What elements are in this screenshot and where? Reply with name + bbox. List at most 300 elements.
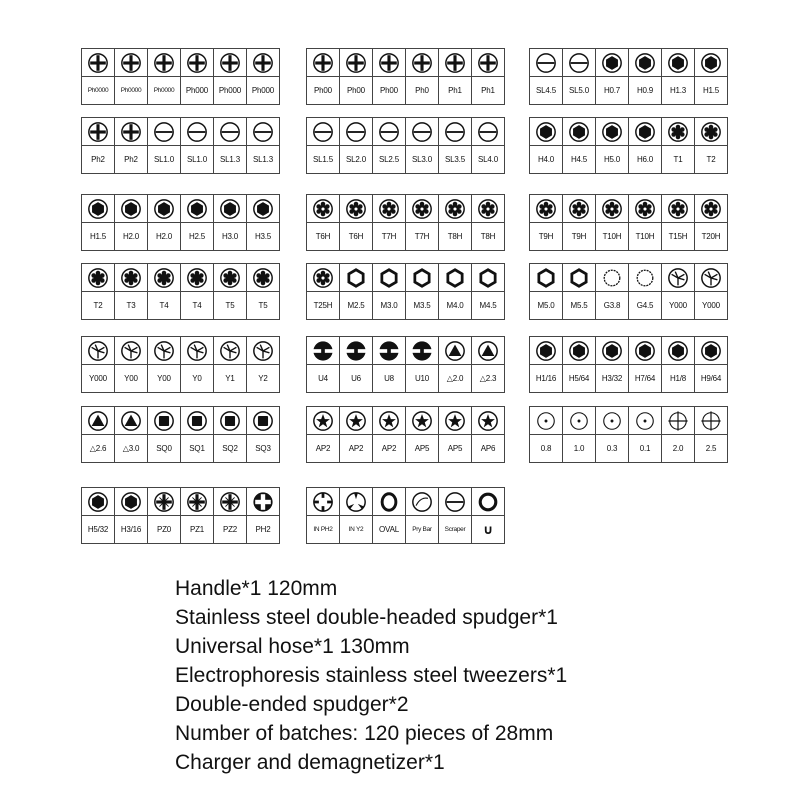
bit-cell (82, 336, 115, 393)
bit-cell (181, 487, 214, 544)
bit-label: H4.5 (570, 155, 588, 164)
torx-security-icon (340, 195, 372, 223)
slotted-icon (563, 49, 595, 77)
bit-group (306, 117, 505, 174)
bit-cell (695, 263, 728, 320)
bit-label: H3.0 (221, 232, 239, 241)
hex-icon (181, 195, 213, 223)
bit-label: T4 (159, 301, 169, 310)
bit-cell (373, 194, 406, 251)
bit-label: M3.5 (413, 301, 431, 310)
bit-group (529, 194, 728, 251)
bit-cell (530, 336, 563, 393)
bit-group (306, 487, 505, 544)
bit-label: T5 (258, 301, 268, 310)
bit-label: T6H (315, 232, 331, 241)
bit-group (529, 263, 728, 320)
slotted-icon (406, 118, 438, 146)
bit-cell (629, 406, 662, 463)
bit-cell (214, 263, 247, 320)
bit-cell (629, 263, 662, 320)
bit-cell (247, 117, 280, 174)
square-icon (247, 407, 279, 435)
torx-icon (662, 118, 694, 146)
bit-cell (373, 48, 406, 105)
bit-cell (662, 48, 695, 105)
bit-label: T10H (635, 232, 655, 241)
bit-label: T8H (447, 232, 463, 241)
phillips-icon (181, 49, 213, 77)
dot-icon (563, 407, 595, 435)
phillips-icon (472, 49, 504, 77)
bit-cell (340, 487, 373, 544)
bit-label: Ph00 (314, 86, 332, 95)
bit-cell (181, 263, 214, 320)
accessory-item: Double-ended spudger*2 (175, 693, 409, 716)
bit-label: △2.0 (446, 374, 464, 383)
slotted-icon (340, 118, 372, 146)
crosshair-icon (695, 407, 727, 435)
bit-cell (148, 263, 181, 320)
bit-label: OVAL (379, 525, 399, 534)
bit-cell (115, 194, 148, 251)
bit-label: Y0 (192, 374, 202, 383)
hex-icon (530, 337, 562, 365)
bit-cell (373, 406, 406, 463)
phillips-icon (439, 49, 471, 77)
bit-label: H5/64 (568, 374, 590, 383)
hex-icon (629, 337, 661, 365)
bit-cell (247, 487, 280, 544)
phillips-icon (247, 49, 279, 77)
bit-label: Ph000 (218, 86, 242, 95)
bit-cell (439, 117, 472, 174)
bit-group (81, 117, 280, 174)
hex-socket-icon (563, 264, 595, 292)
triangle-icon (439, 337, 471, 365)
bit-cell (406, 194, 439, 251)
star-icon (472, 407, 504, 435)
hex-icon (596, 49, 628, 77)
bit-cell (148, 48, 181, 105)
bit-cell (307, 194, 340, 251)
bit-cell (472, 336, 505, 393)
hex-icon (662, 337, 694, 365)
hex-socket-icon (472, 264, 504, 292)
bit-label: H1/8 (669, 374, 687, 383)
bit-label: SL2.5 (379, 155, 399, 164)
accessory-item: Electrophoresis stainless steel tweezers*1 (175, 664, 568, 687)
bit-label: U10 (414, 374, 430, 383)
bit-label: H4.0 (537, 155, 555, 164)
bit-cell (307, 48, 340, 105)
bit-label: H1.5 (702, 86, 720, 95)
pozidriv-icon (181, 488, 213, 516)
bit-label: AP2 (381, 444, 397, 453)
star-icon (373, 407, 405, 435)
bit-label: SQ3 (255, 444, 271, 453)
hex-icon (115, 195, 147, 223)
bit-label: T25H (313, 301, 333, 310)
bit-label: 2.5 (705, 444, 717, 453)
bit-label: SL4.5 (536, 86, 556, 95)
hex-icon (530, 118, 562, 146)
bit-label: Ph0 (415, 86, 429, 95)
bit-label: T2 (93, 301, 103, 310)
hex-icon (82, 195, 114, 223)
bit-label: H7/64 (634, 374, 656, 383)
bit-label: PZ0 (156, 525, 172, 534)
bit-label: T6H (348, 232, 364, 241)
torx-security-icon (662, 195, 694, 223)
torx-security-icon (629, 195, 661, 223)
torx-security-icon (439, 195, 471, 223)
bit-label: Ph1 (448, 86, 462, 95)
bit-label: T9H (571, 232, 587, 241)
phillips-icon (373, 49, 405, 77)
bit-cell (629, 117, 662, 174)
accessory-item: Stainless steel double-headed spudger*1 (175, 606, 558, 629)
bit-label: T9H (538, 232, 554, 241)
bit-cell (439, 194, 472, 251)
bit-label: H1.3 (669, 86, 687, 95)
bit-cell (307, 117, 340, 174)
bit-label: T7H (381, 232, 397, 241)
bit-cell (695, 194, 728, 251)
bit-cell (662, 263, 695, 320)
bit-cell (115, 487, 148, 544)
bit-label: T3 (126, 301, 136, 310)
bit-label: Pry Bar (412, 526, 432, 533)
magnet-ring-icon (472, 488, 504, 516)
hex-icon (596, 118, 628, 146)
accessory-item: Charger and demagnetizer*1 (175, 751, 445, 774)
bit-label: U8 (384, 374, 394, 383)
bit-label: H2.0 (122, 232, 140, 241)
bit-label: H9/64 (700, 374, 722, 383)
bit-cell (340, 48, 373, 105)
bit-cell (148, 406, 181, 463)
torx-security-icon (530, 195, 562, 223)
bit-cell (439, 336, 472, 393)
phillips-icon (148, 49, 180, 77)
bit-label: M3.0 (380, 301, 398, 310)
u-shape-icon (406, 337, 438, 365)
torx-icon (148, 264, 180, 292)
bit-label: H2.5 (188, 232, 206, 241)
accessory-item: Handle*1 120mm (175, 577, 338, 600)
dot-icon (596, 407, 628, 435)
hex-icon (563, 118, 595, 146)
bit-cell (563, 336, 596, 393)
bit-cell (148, 336, 181, 393)
bit-label: PZ1 (189, 525, 205, 534)
bit-label: H3/16 (120, 525, 142, 534)
dot-icon (530, 407, 562, 435)
triangle-icon (82, 407, 114, 435)
square-icon (148, 407, 180, 435)
bit-label: SL1.0 (154, 155, 174, 164)
tri-wing-icon (695, 264, 727, 292)
bit-cell (181, 194, 214, 251)
bit-label: Y00 (157, 374, 171, 383)
oval-icon (373, 488, 405, 516)
bit-label: AP5 (447, 444, 463, 453)
phillips-icon (214, 49, 246, 77)
phillips-icon (406, 49, 438, 77)
bit-label: H1.5 (89, 232, 107, 241)
bit-label: SL1.3 (253, 155, 273, 164)
bit-label: AP5 (414, 444, 430, 453)
bit-label: IN Y2 (348, 526, 364, 533)
torx-icon (695, 118, 727, 146)
bit-cell (563, 48, 596, 105)
bit-label: Y000 (669, 301, 687, 310)
torx-icon (82, 264, 114, 292)
bit-label: Ph000 (185, 86, 209, 95)
bit-label: Ph0000 (120, 87, 142, 94)
bit-label: SQ1 (189, 444, 205, 453)
bit-cell (662, 406, 695, 463)
bit-label: PH2 (255, 525, 271, 534)
bit-cell (629, 48, 662, 105)
bit-group (529, 406, 728, 463)
scraper-icon (439, 488, 471, 516)
bit-cell (406, 117, 439, 174)
bit-cell (307, 263, 340, 320)
bit-cell (596, 336, 629, 393)
bit-label: PZ2 (222, 525, 238, 534)
bit-label: G3.8 (603, 301, 621, 310)
bit-cell (563, 117, 596, 174)
torx-security-icon (307, 264, 339, 292)
tri-wing-icon (214, 337, 246, 365)
bit-group (81, 194, 280, 251)
bit-label: M4.0 (446, 301, 464, 310)
phillips-icon (307, 49, 339, 77)
bit-label: AP2 (348, 444, 364, 453)
bit-cell (115, 263, 148, 320)
phillips-icon (82, 49, 114, 77)
bit-cell (530, 194, 563, 251)
bit-label: Y000 (89, 374, 107, 383)
inner-cross-icon (307, 488, 339, 516)
bit-cell (472, 263, 505, 320)
bit-cell (406, 336, 439, 393)
bit-label: T15H (668, 232, 688, 241)
bit-cell (82, 406, 115, 463)
bit-group (306, 406, 505, 463)
bit-label: T1 (673, 155, 683, 164)
bit-label: Y2 (258, 374, 268, 383)
torx-icon (247, 264, 279, 292)
bit-label: Ph2 (124, 155, 138, 164)
slotted-icon (439, 118, 471, 146)
bit-label: Ph0000 (87, 87, 109, 94)
bit-cell (307, 406, 340, 463)
bit-label: ∪ (482, 521, 494, 537)
hex-socket-icon (530, 264, 562, 292)
hex-icon (629, 118, 661, 146)
bit-label: T10H (602, 232, 622, 241)
bit-cell (563, 194, 596, 251)
bit-cell (472, 48, 505, 105)
tri-wing-icon (662, 264, 694, 292)
accessory-item: Number of batches: 120 pieces of 28mm (175, 722, 554, 745)
bit-label: H1/16 (535, 374, 557, 383)
bit-group (306, 48, 505, 105)
bit-cell (340, 406, 373, 463)
bit-cell (530, 263, 563, 320)
bit-label: Ph2 (91, 155, 105, 164)
bit-cell (530, 117, 563, 174)
bit-label: H5/32 (87, 525, 109, 534)
bit-label: T4 (192, 301, 202, 310)
bit-group (529, 117, 728, 174)
dot-icon (629, 407, 661, 435)
bit-label: SQ2 (222, 444, 238, 453)
hex-socket-icon (340, 264, 372, 292)
bit-label: SL1.3 (220, 155, 240, 164)
bit-cell (115, 406, 148, 463)
torx-icon (115, 264, 147, 292)
bit-cell (472, 117, 505, 174)
bit-cell (82, 117, 115, 174)
phillips-icon (340, 49, 372, 77)
bit-cell (148, 487, 181, 544)
bit-cell (530, 406, 563, 463)
bit-label: 1.0 (573, 444, 585, 453)
bit-label: M2.5 (347, 301, 365, 310)
torx-security-icon (596, 195, 628, 223)
bit-label: SL3.5 (445, 155, 465, 164)
bit-cell (472, 487, 505, 544)
bit-label: T8H (480, 232, 496, 241)
bit-label: 0.1 (639, 444, 651, 453)
tri-wing-icon (82, 337, 114, 365)
tri-wing-icon (181, 337, 213, 365)
pozidriv-icon (148, 488, 180, 516)
square-icon (181, 407, 213, 435)
bit-label: IN PH2 (313, 526, 333, 533)
bit-label: SL1.0 (187, 155, 207, 164)
bit-label: 2.0 (672, 444, 684, 453)
u-shape-icon (307, 337, 339, 365)
bit-group (306, 336, 505, 393)
u-shape-icon (340, 337, 372, 365)
torx-security-icon (307, 195, 339, 223)
bit-cell (662, 194, 695, 251)
hex-socket-icon (439, 264, 471, 292)
bit-label: G4.5 (636, 301, 654, 310)
u-shape-icon (373, 337, 405, 365)
bit-cell (563, 263, 596, 320)
bit-label: △2.6 (89, 444, 107, 453)
bit-cell (439, 487, 472, 544)
bit-cell (472, 406, 505, 463)
bit-cell (563, 406, 596, 463)
bit-cell (406, 487, 439, 544)
bit-label: Ph00 (380, 86, 398, 95)
phillips-bold-icon (247, 488, 279, 516)
bit-label: △3.0 (122, 444, 140, 453)
bit-label: T2 (706, 155, 716, 164)
bit-cell (148, 194, 181, 251)
bit-label: H6.0 (636, 155, 654, 164)
bit-cell (307, 336, 340, 393)
bit-cell (406, 263, 439, 320)
slotted-icon (247, 118, 279, 146)
bit-cell (662, 117, 695, 174)
bit-cell (214, 336, 247, 393)
slotted-icon (307, 118, 339, 146)
slotted-icon (373, 118, 405, 146)
torx-icon (181, 264, 213, 292)
bit-group (306, 194, 505, 251)
bit-cell (596, 117, 629, 174)
bit-group (81, 487, 280, 544)
bit-cell (340, 194, 373, 251)
bit-label: SL2.0 (346, 155, 366, 164)
tri-wing-icon (247, 337, 279, 365)
bit-label: Y00 (124, 374, 138, 383)
bit-label: T7H (414, 232, 430, 241)
hex-icon (596, 337, 628, 365)
star-icon (340, 407, 372, 435)
bit-label: 0.3 (606, 444, 618, 453)
bit-label: SL3.0 (412, 155, 432, 164)
bit-label: Ph000 (251, 86, 275, 95)
bit-cell (82, 487, 115, 544)
bit-label: SL1.5 (313, 155, 333, 164)
bit-cell (340, 336, 373, 393)
accessory-list (175, 574, 567, 777)
bit-cell (662, 336, 695, 393)
star-icon (307, 407, 339, 435)
torx-security-icon (472, 195, 504, 223)
bit-cell (596, 194, 629, 251)
torx-icon (214, 264, 246, 292)
bit-label: M5.0 (537, 301, 555, 310)
bit-cell (695, 117, 728, 174)
bit-label: M4.5 (479, 301, 497, 310)
bit-cell (247, 194, 280, 251)
bit-cell (181, 117, 214, 174)
bit-cell (247, 336, 280, 393)
bit-cell (695, 406, 728, 463)
torx-security-icon (373, 195, 405, 223)
bit-cell (247, 406, 280, 463)
bit-cell (214, 487, 247, 544)
bit-cell (148, 117, 181, 174)
bit-cell (596, 263, 629, 320)
bit-label: T20H (701, 232, 721, 241)
bit-cell (439, 263, 472, 320)
bit-label: SL4.0 (478, 155, 498, 164)
hex-icon (695, 337, 727, 365)
bit-cell (695, 48, 728, 105)
bit-label: H2.0 (155, 232, 173, 241)
hex-icon (115, 488, 147, 516)
bit-cell (214, 117, 247, 174)
bit-group (306, 263, 505, 320)
slotted-icon (214, 118, 246, 146)
bit-cell (530, 48, 563, 105)
crosshair-icon (662, 407, 694, 435)
bit-cell (115, 117, 148, 174)
bit-cell (373, 336, 406, 393)
bit-cell (214, 406, 247, 463)
